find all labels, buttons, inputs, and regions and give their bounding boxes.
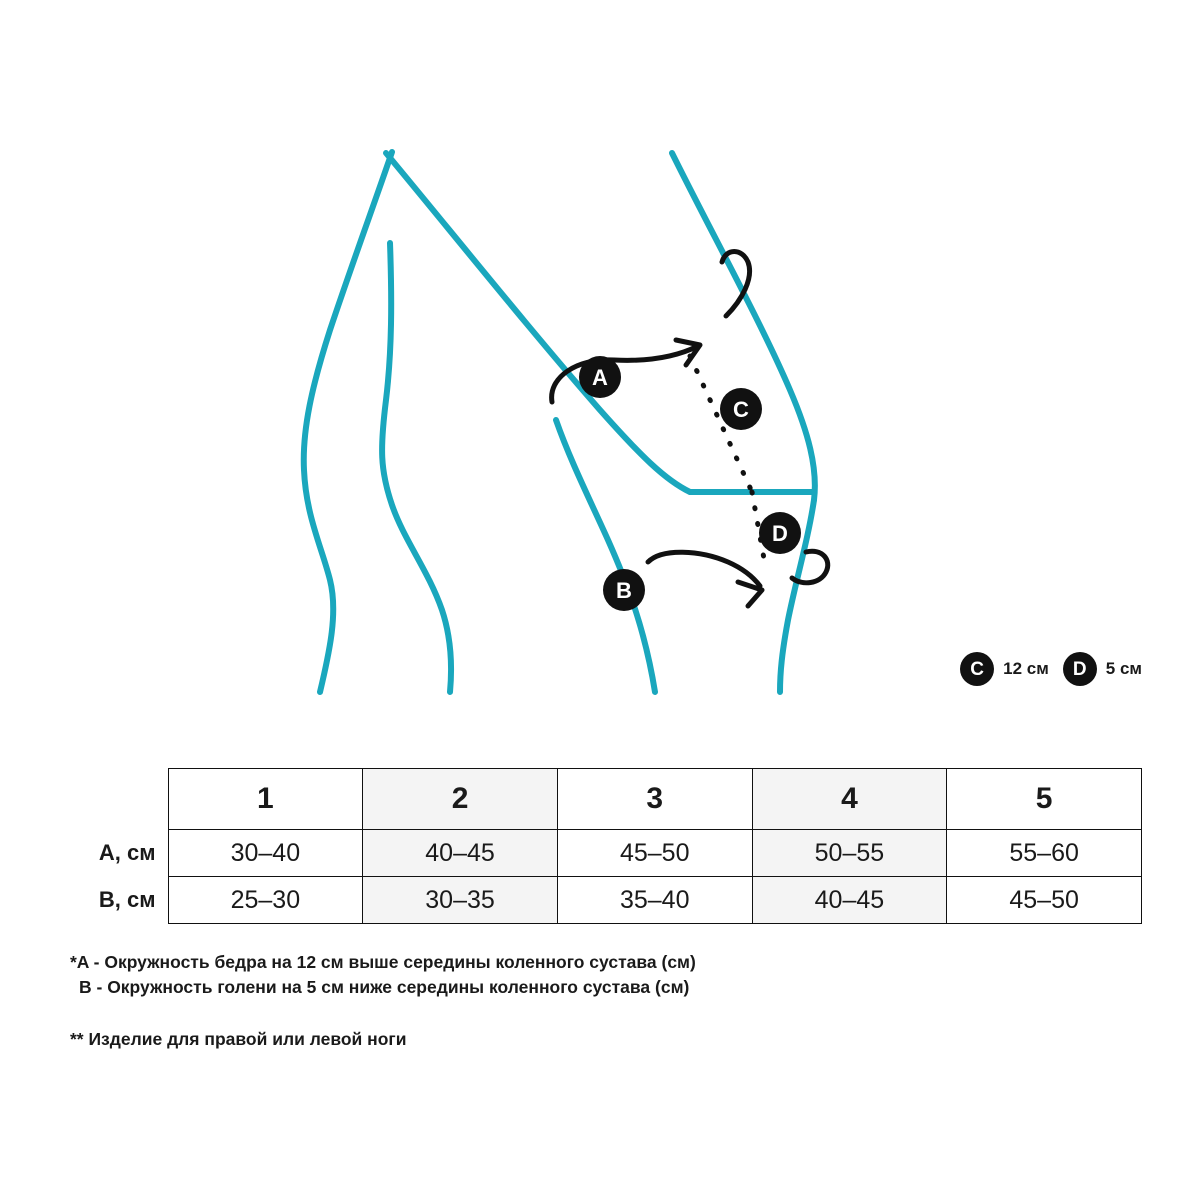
table-row [58,830,1142,877]
marker-b [603,569,645,611]
legend [960,652,1142,686]
rear-thigh-outline [382,243,451,692]
right-hip-outline [672,153,815,500]
table-header-row [58,769,1142,830]
marker-c [720,388,762,430]
marker-d [759,512,801,554]
size-table-body [58,830,1142,924]
badge-c-icon: C [960,652,994,686]
cell-b-1: 25–30 [168,877,363,924]
cell-a-5: 55–60 [947,830,1142,877]
column-header-1: 1 [168,769,363,830]
note-line-b: B - Окружность голени на 5 см ниже середины коленного сустава (см) [79,977,690,998]
notes [70,950,1130,1052]
size-table [58,768,1142,924]
front-thigh-outline [386,153,690,492]
size-table-head [58,769,1142,830]
svg-text:C: C [733,397,749,422]
cell-b-5: 45–50 [947,877,1142,924]
legend-value-d: 5 см [1105,659,1142,678]
note-line-side: ** Изделие для правой или левой ноги [70,1028,407,1049]
cell-a-3: 45–50 [557,830,752,877]
cell-b-3: 35–40 [557,877,752,924]
cell-b-2: 30–35 [363,877,558,924]
column-header-5: 5 [947,769,1142,830]
marker-a [579,356,621,398]
badge-d-icon: D [1063,652,1097,686]
svg-text:B: B [616,578,632,603]
row-header-b: B, см [98,887,156,912]
table-row [58,877,1142,924]
cell-a-4: 50–55 [752,830,947,877]
row-header-a: A, см [98,840,156,865]
column-header-3: 3 [557,769,752,830]
note-line-a: *A - Окружность бедра на 12 см выше середины коленного сустава (см) [70,952,696,972]
legend-item-d [1063,652,1142,686]
column-header-4: 4 [752,769,947,830]
back-outline [304,152,392,692]
arrow-b [648,552,762,606]
knee-front-outline [556,420,655,692]
svg-text:D: D [772,521,788,546]
svg-text:A: A [592,365,608,390]
legend-value-c: 12 см [1003,659,1049,678]
cell-a-1: 30–40 [168,830,363,877]
cell-a-2: 40–45 [363,830,558,877]
table-corner-cell [58,769,168,830]
column-header-2: 2 [363,769,558,830]
size-table-wrap [58,768,1142,924]
arrow-a [552,340,700,402]
cell-b-4: 40–45 [752,877,947,924]
legend-item-c [960,652,1049,686]
